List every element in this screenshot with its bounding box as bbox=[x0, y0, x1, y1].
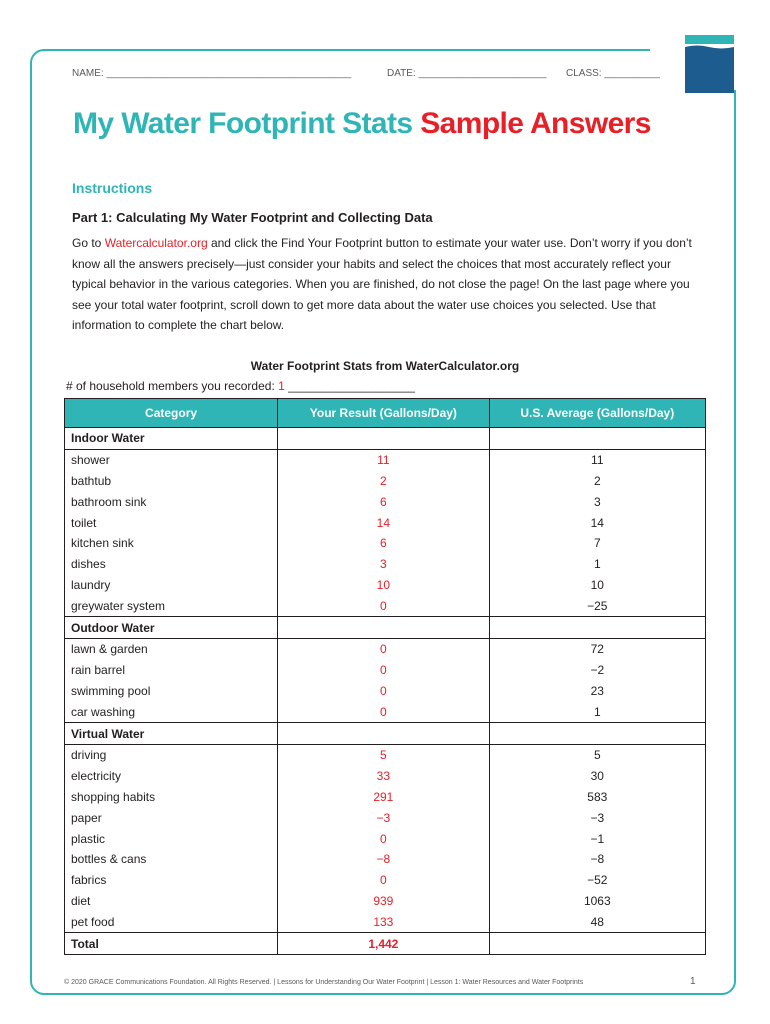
category-cell: Outdoor Water bbox=[65, 617, 278, 639]
table-row bbox=[65, 595, 706, 616]
household-members: # of household members you recorded: 1 ___________________ bbox=[66, 379, 415, 393]
category-cell: shopping habits bbox=[65, 787, 278, 808]
section-row bbox=[65, 428, 706, 450]
table-row bbox=[65, 891, 706, 912]
us-average-cell: 11 bbox=[489, 449, 705, 470]
category-cell: fabrics bbox=[65, 870, 278, 891]
table-row bbox=[65, 638, 706, 659]
us-average-cell: 23 bbox=[489, 681, 705, 702]
your-result-cell: −8 bbox=[278, 849, 489, 870]
table-row bbox=[65, 911, 706, 932]
header-category: Category bbox=[65, 399, 278, 428]
your-result-cell: 14 bbox=[278, 512, 489, 533]
table-row bbox=[65, 849, 706, 870]
table-row bbox=[65, 701, 706, 722]
table-row bbox=[65, 828, 706, 849]
your-result-cell: 0 bbox=[278, 638, 489, 659]
footer-text: © 2020 GRACE Communications Foundation. All Rights Reserved. | Lessons for Understanding Our Water Footprint | Lesson 1: Water Resources and Water Footprints bbox=[64, 979, 584, 986]
us-average-cell: −8 bbox=[489, 849, 705, 870]
header-your-result: Your Result (Gallons/Day) bbox=[278, 399, 489, 428]
your-result-cell: 6 bbox=[278, 491, 489, 512]
header-us-average: U.S. Average (Gallons/Day) bbox=[489, 399, 705, 428]
table-row bbox=[65, 787, 706, 808]
category-cell: bathroom sink bbox=[65, 491, 278, 512]
part1-heading: Part 1: Calculating My Water Footprint and Collecting Data bbox=[72, 210, 433, 225]
page-title bbox=[73, 107, 651, 141]
table-row bbox=[65, 491, 706, 512]
your-result-cell: 11 bbox=[278, 449, 489, 470]
date-field: DATE: _______________________ bbox=[387, 68, 547, 79]
water-logo-icon bbox=[685, 35, 734, 93]
instructions-heading: Instructions bbox=[72, 180, 153, 196]
table-header-row bbox=[65, 399, 706, 428]
us-average-cell: 30 bbox=[489, 766, 705, 787]
your-result-cell: 0 bbox=[278, 595, 489, 616]
category-cell: dishes bbox=[65, 554, 278, 575]
water-footprint-table bbox=[64, 398, 706, 955]
table-row bbox=[65, 744, 706, 765]
your-result-cell: 2 bbox=[278, 471, 489, 492]
table-row bbox=[65, 471, 706, 492]
category-cell: lawn & garden bbox=[65, 638, 278, 659]
your-result-cell: 33 bbox=[278, 766, 489, 787]
your-result-cell: 10 bbox=[278, 575, 489, 596]
page-number: 1 bbox=[690, 976, 696, 987]
your-result-cell: 5 bbox=[278, 744, 489, 765]
category-cell: paper bbox=[65, 807, 278, 828]
us-average-cell: −1 bbox=[489, 828, 705, 849]
category-cell: car washing bbox=[65, 701, 278, 722]
category-cell: Total bbox=[65, 933, 278, 955]
us-average-cell: 2 bbox=[489, 471, 705, 492]
category-cell: swimming pool bbox=[65, 681, 278, 702]
your-result-cell: 291 bbox=[278, 787, 489, 808]
us-average-cell bbox=[489, 428, 705, 450]
category-cell: laundry bbox=[65, 575, 278, 596]
category-cell: shower bbox=[65, 449, 278, 470]
category-cell: toilet bbox=[65, 512, 278, 533]
us-average-cell: 3 bbox=[489, 491, 705, 512]
us-average-cell: 1 bbox=[489, 701, 705, 722]
category-cell: bathtub bbox=[65, 471, 278, 492]
instructions-paragraph: Go to Watercalculator.org and click the Find Your Footprint button to estimate your water use. Don’t worry if you don’t know all the answers precisely—just consider your habits and select the choices that most accurately reflect your typical behavior in the various categories. When you are finished, do not close the page! On the last page where you see your total water footprint, scroll down to get more data about the water use choices you selected. Use that information to complete the chart below. bbox=[72, 236, 692, 332]
household-answer: 1 bbox=[278, 379, 285, 393]
table-row bbox=[65, 807, 706, 828]
your-result-cell: 1,442 bbox=[278, 933, 489, 955]
us-average-cell: 72 bbox=[489, 638, 705, 659]
section-row bbox=[65, 723, 706, 745]
category-cell: greywater system bbox=[65, 595, 278, 616]
category-cell: Indoor Water bbox=[65, 428, 278, 450]
us-average-cell: 5 bbox=[489, 744, 705, 765]
category-cell: rain barrel bbox=[65, 660, 278, 681]
watercalculator-link[interactable]: Watercalculator.org bbox=[104, 236, 208, 250]
title-main: My Water Footprint Stats bbox=[73, 107, 413, 140]
your-result-cell bbox=[278, 723, 489, 745]
your-result-cell: 3 bbox=[278, 554, 489, 575]
us-average-cell: 48 bbox=[489, 911, 705, 932]
your-result-cell: 0 bbox=[278, 701, 489, 722]
your-result-cell: 6 bbox=[278, 533, 489, 554]
table-row bbox=[65, 766, 706, 787]
us-average-cell: −2 bbox=[489, 660, 705, 681]
us-average-cell: −52 bbox=[489, 870, 705, 891]
your-result-cell: 0 bbox=[278, 681, 489, 702]
category-cell: Virtual Water bbox=[65, 723, 278, 745]
table-row bbox=[65, 660, 706, 681]
your-result-cell bbox=[278, 617, 489, 639]
category-cell: diet bbox=[65, 891, 278, 912]
table-title: Water Footprint Stats from WaterCalculator.org bbox=[250, 359, 520, 373]
your-result-cell: 0 bbox=[278, 870, 489, 891]
your-result-cell: 0 bbox=[278, 828, 489, 849]
us-average-cell: 7 bbox=[489, 533, 705, 554]
us-average-cell: 10 bbox=[489, 575, 705, 596]
table-row bbox=[65, 554, 706, 575]
us-average-cell: 583 bbox=[489, 787, 705, 808]
us-average-cell bbox=[489, 723, 705, 745]
your-result-cell: 133 bbox=[278, 911, 489, 932]
category-cell: electricity bbox=[65, 766, 278, 787]
table-row bbox=[65, 681, 706, 702]
total-row bbox=[65, 933, 706, 955]
us-average-cell: −3 bbox=[489, 807, 705, 828]
title-highlight: Sample Answers bbox=[420, 107, 651, 140]
table-row bbox=[65, 870, 706, 891]
category-cell: driving bbox=[65, 744, 278, 765]
us-average-cell: −25 bbox=[489, 595, 705, 616]
us-average-cell bbox=[489, 933, 705, 955]
us-average-cell bbox=[489, 617, 705, 639]
class-field: CLASS: __________ bbox=[566, 68, 660, 79]
table-row bbox=[65, 449, 706, 470]
your-result-cell: −3 bbox=[278, 807, 489, 828]
category-cell: bottles & cans bbox=[65, 849, 278, 870]
category-cell: pet food bbox=[65, 911, 278, 932]
category-cell: plastic bbox=[65, 828, 278, 849]
us-average-cell: 14 bbox=[489, 512, 705, 533]
section-row bbox=[65, 617, 706, 639]
name-field: NAME: ____________________________________________ bbox=[72, 68, 352, 79]
your-result-cell: 0 bbox=[278, 660, 489, 681]
us-average-cell: 1063 bbox=[489, 891, 705, 912]
your-result-cell bbox=[278, 428, 489, 450]
table-row bbox=[65, 533, 706, 554]
table-row bbox=[65, 575, 706, 596]
table-row bbox=[65, 512, 706, 533]
us-average-cell: 1 bbox=[489, 554, 705, 575]
category-cell: kitchen sink bbox=[65, 533, 278, 554]
your-result-cell: 939 bbox=[278, 891, 489, 912]
